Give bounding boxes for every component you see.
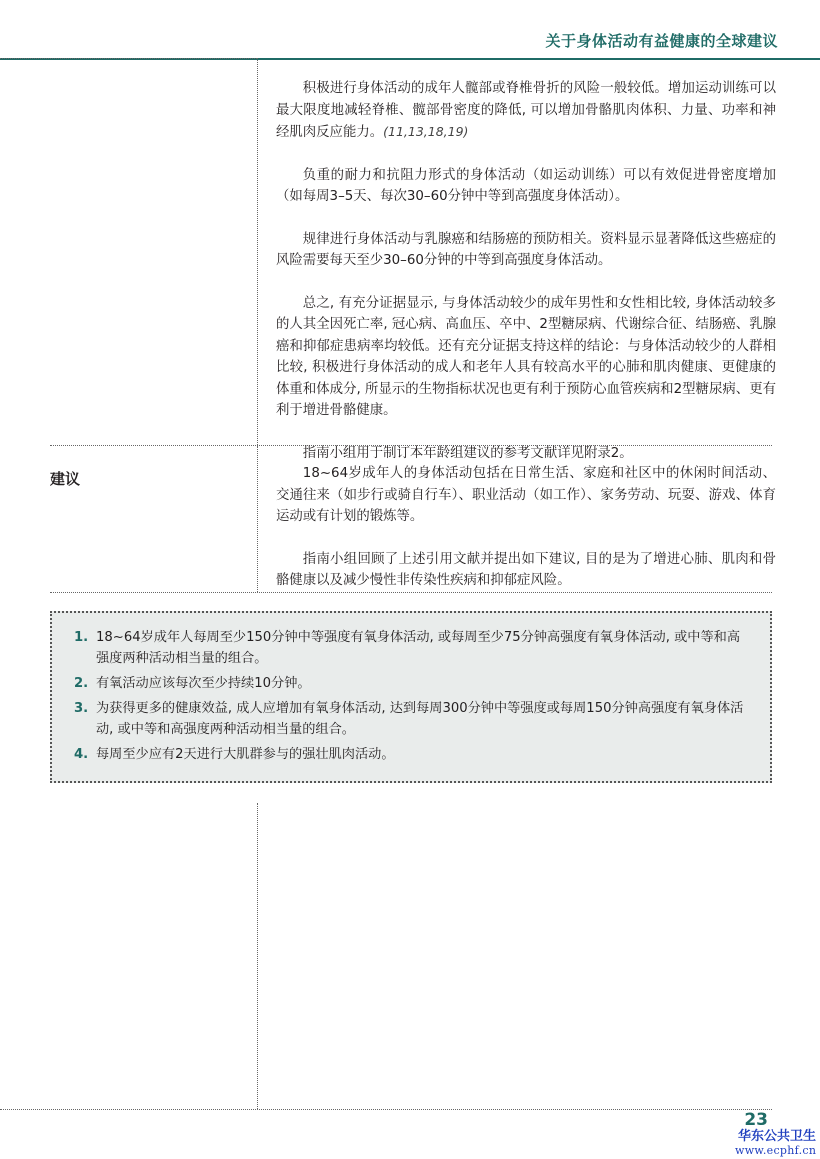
paragraph-activity-scope: 18~64岁成年人的身体活动包括在日常生活、家庭和社区中的休闲时间活动、交通往来（如步行或骑自行车）、职业活动（如工作）、家务劳动、玩耍、游戏、体育运动或有计划的锻炼等。 [276,466,776,524]
recommendations-box [50,611,772,783]
recommendations-list [52,613,770,765]
recommendation-text: 为获得更多的健康效益, 成人应增加有氧身体活动, 达到每周300分钟中等强度或每周150分钟高强度有氧身体活动, 或中等和高强度两种活动相当量的组合。 [96,701,744,737]
column-divider-top [257,58,258,445]
watermark-url: www.ecphf.cn [735,1144,817,1157]
recommendations-heading: 建议 [50,470,81,488]
recommendation-text: 18~64岁成年人每周至少150分钟中等强度有氧身体活动, 或每周至少75分钟高强度有氧身体活动, 或中等和高强度两种活动相当量的组合。 [96,630,741,666]
recommendation-item [74,744,746,765]
header-bar [0,27,820,60]
recommendations-intro-block [276,463,776,613]
page-bottom-divider [0,1109,772,1110]
top-divider [0,58,257,59]
evidence-text-block [276,78,776,485]
recommendation-item [74,698,746,740]
reference-citation: (11,13,18,19) [383,124,469,139]
column-divider-bottom [257,803,258,1109]
recommendation-item [74,627,746,669]
recommendation-item [74,673,746,694]
paragraph-fracture: 积极进行身体活动的成年人髋部或脊椎骨折的风险一般较低。增加运动训练可以最大限度地减轻脊椎、髋部骨密度的降低, 可以增加骨骼肌肉体积、力量、功率和神经肌肉反应能力。(11,13,18,19) [276,81,776,140]
watermark-site-name: 华东公共卫生 [738,1129,817,1144]
column-divider-middle [257,446,258,592]
recommendation-number: 3. [74,701,89,716]
paragraph-appendix-reference: 指南小组用于制订本年龄组建议的参考文献详见附录2。 [302,445,633,461]
paragraph-cancer-prevention: 规律进行身体活动与乳腺癌和结肠癌的预防相关。资料显示显著降低这些癌症的风险需要每天至少30–60分钟的中等到高强度身体活动。 [276,231,776,268]
recommendation-number: 4. [74,747,89,762]
paragraph-bone-density: 负重的耐力和抗阻力形式的身体活动（如运动训练）可以有效促进骨密度增加（如每周3–5天、每次30–60分钟中等到高强度身体活动）。 [276,167,776,204]
page-number: 23 [744,1110,768,1130]
recommendation-number: 2. [74,676,89,691]
recommendation-text: 每周至少应有2天进行大肌群参与的强壮肌肉活动。 [96,747,395,762]
paragraph-summary: 总之, 有充分证据显示, 与身体活动较少的成年男性和女性相比较, 身体活动较多的人其全因死亡率, 冠心病、高血压、卒中、2型糖尿病、代谢综合征、结肠癌、乳腺癌和抑郁症患病率均较低。还有充分证据支持这样的结论：与身体活动较少的人群相比较, 积极进行身体活动的成人和老年人具有较高水平的心肺和肌肉健康、更健康的体重和体成分, 所显示的生物指标状况也更有利于预防心血管疾病和2型糖尿病、更有利于增进骨骼健康。 [276,295,776,418]
paragraph-guideline-purpose: 指南小组回顾了上述引用文献并提出如下建议, 目的是为了增进心肺、肌肉和骨骼健康以及减少慢性非传染性疾病和抑郁症风险。 [276,551,776,588]
recommendation-number: 1. [74,630,89,645]
running-header-title: 关于身体活动有益健康的全球建议 [545,32,778,50]
recommendation-text: 有氧活动应该每次至少持续10分钟。 [96,676,311,691]
